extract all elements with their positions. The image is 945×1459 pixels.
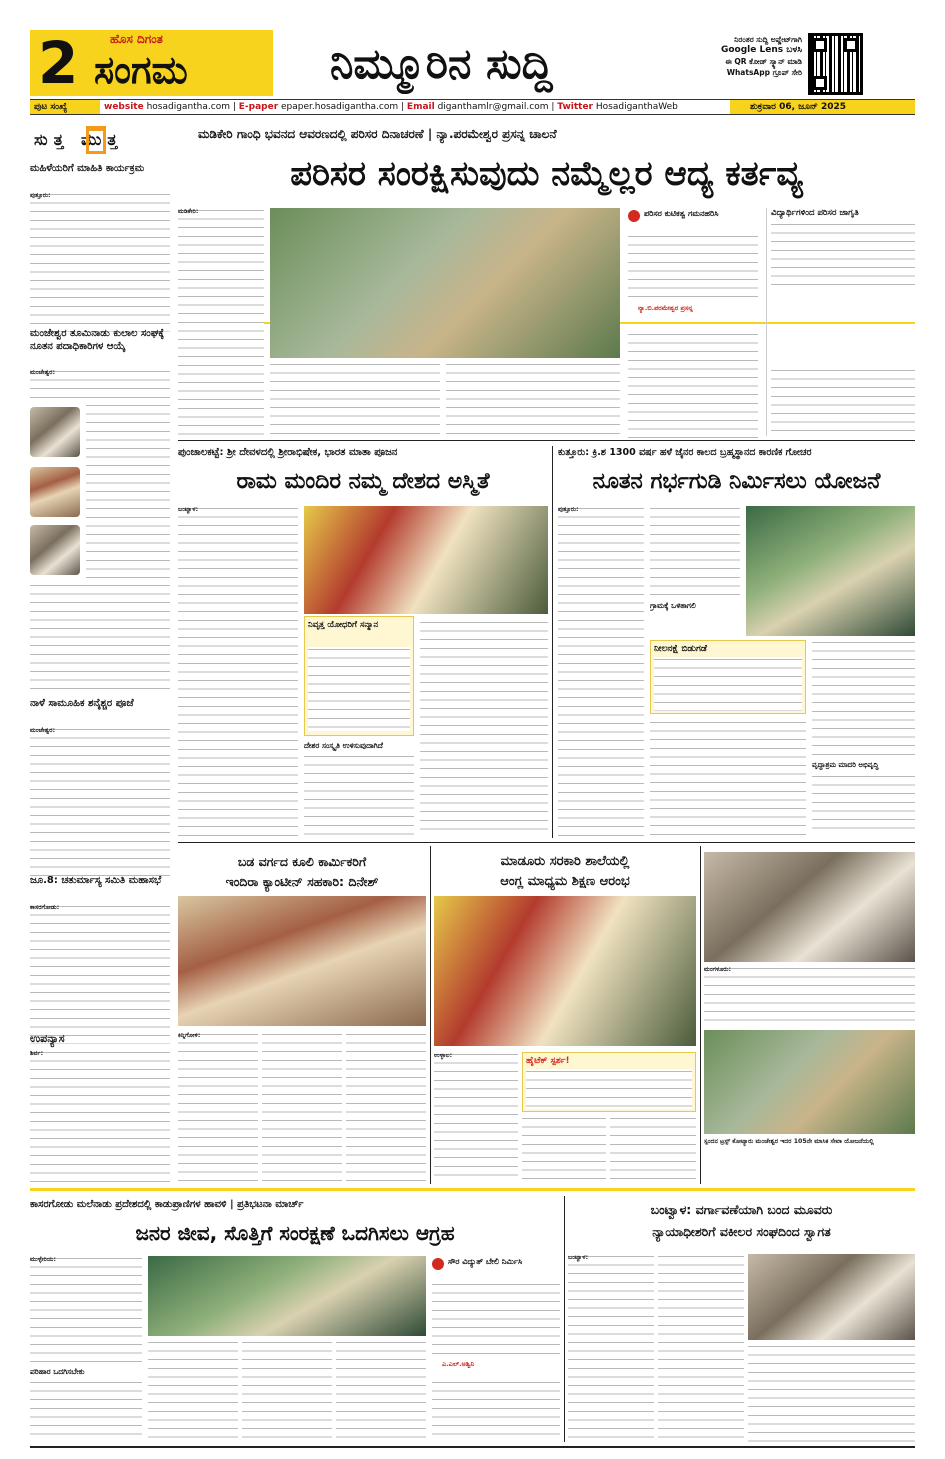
quote-icon: [628, 210, 640, 222]
story6-photo-1: [704, 852, 915, 962]
sidebar: [30, 122, 170, 1185]
story3-box: [650, 640, 806, 714]
sidebar-item-1: [30, 162, 170, 332]
story5-headline-1: ಮಾಡೂರು ಸರಕಾರಿ ಶಾಲೆಯಲ್ಲಿ: [500, 854, 630, 869]
divider: [178, 842, 915, 843]
story-kasaragod: [30, 1194, 560, 1444]
story4-column-3: [346, 1032, 426, 1182]
portrait-photo-3: [30, 525, 80, 575]
quote-byline: ಎ.ಎಲ್.ಅಶ್ವಿನಿ: [442, 1360, 475, 1368]
portrait-photo-1: [30, 407, 80, 457]
qr-code-icon[interactable]: [808, 33, 863, 95]
lead-column-2: [270, 362, 440, 438]
story7-subhead: ಪರಿಹಾರ ಒದಗಿಸಬೇಕು: [30, 1367, 85, 1376]
twitter-link[interactable]: HosadiganthaWeb: [595, 102, 678, 112]
quote-body: [432, 1282, 560, 1356]
story7-column-5: [336, 1340, 426, 1442]
divider: [552, 446, 553, 838]
box-body: [526, 1069, 692, 1109]
story8-headline-2: ನ್ಯಾಯಾಧೀಶರಿಗೆ ವಕೀಲರ ಸಂಘದಿಂದ ಸ್ವಾಗತ: [652, 1224, 831, 1239]
story3-column-1: ಪುತ್ತೂರು:: [558, 506, 644, 836]
story4-column-2: [262, 1032, 342, 1182]
story-photo-captions: [704, 846, 915, 1186]
brand-big: ಸಂಗಮ: [94, 48, 188, 92]
divider: [30, 1188, 915, 1191]
qr-text: ನಿರಂತರ ಸುದ್ದಿ ಅಪ್ಡೇಟ್‌ಗಾಗಿ Google Lens ಬಳಸಿ ಈ QR ಕೋಡ್ ಸ್ಕ್ಯಾನ್ ಮಾಡಿ WhatsApp ಗ್ರೂಪ್ ಸೇರಿ: [720, 35, 802, 77]
story5-column-3: [610, 1116, 696, 1182]
sidebar-item-title: ಜೂ.8: ಚತುರ್ಮಾಸ್ಯ ಸಮಿತಿ ಮಹಾಸಭೆ: [30, 875, 162, 886]
sidebar-item-5: [30, 1032, 170, 1185]
story7-quote-box: [432, 1256, 560, 1376]
sidebar-item-body: ಪುತ್ತೂರು:: [30, 192, 170, 332]
sidebar-item-title: ಮಹಿಳೆಯರಿಗೆ ಮಾಹಿತಿ ಕಾರ್ಯಕ್ರಮ: [30, 163, 145, 174]
quote-body: [628, 234, 758, 300]
divider: [700, 846, 701, 1184]
side-title: ವಿದ್ಯಾರ್ಥಿಗಳಿಂದ ಪರಿಸರ ಜಾಗೃತಿ: [771, 208, 859, 218]
story2-box: [304, 616, 414, 736]
lead-kicker: ಮಡಿಕೇರಿ ಗಾಂಧಿ ಭವನದ ಆವರಣದಲ್ಲಿ ಪರಿಸರ ದಿನಾಚರಣೆ | ನ್ಯಾ.ಪರಮೇಶ್ವರ ಪ್ರಸನ್ನ ಚಾಲನೆ: [198, 127, 557, 141]
story8-headline-1: ಬಂಟ್ವಾಳ: ವರ್ಗಾವಣೆಯಾಗಿ ಬಂದ ಮೂವರು: [650, 1202, 833, 1217]
info-bar: [30, 99, 915, 115]
quote-title: ಸೌರ ವಿದ್ಯುತ್ ಬೇಲಿ ನಿರ್ಮಿಸಿ: [448, 1257, 523, 1266]
divider: [564, 1196, 565, 1442]
story-garbhagudi: [558, 444, 915, 839]
lead-story: [178, 122, 915, 440]
box-body: [654, 657, 802, 711]
story4-headline-1: ಬಡ ವರ್ಗದ ಕೂಲಿ ಕಾರ್ಮಿಕರಿಗೆ: [237, 854, 367, 869]
quote-icon: [432, 1258, 444, 1270]
sidebar-item-4: [30, 874, 170, 1044]
masthead: [0, 0, 945, 118]
lead-photo: [270, 208, 620, 358]
lead-column-1: ಮಡಿಕೇರಿ:: [178, 208, 264, 436]
story4-headline-2: ಇಂದಿರಾ ಕ್ಯಾಂಟೀನ್ ಸಹಕಾರಿ: ದಿನೇಶ್: [225, 874, 379, 889]
story7-kicker: ಕಾಸರಗೋಡು ಮಲೆನಾಡು ಪ್ರದೇಶದಲ್ಲಿ ಕಾಡುಪ್ರಾಣಿಗಳ ಹಾವಳಿ | ಪ್ರತಿಭಟನಾ ಮಾರ್ಚ್: [30, 1199, 304, 1210]
page-bottom-rule: [30, 1446, 915, 1448]
portrait-photo-2: [30, 467, 80, 517]
lead-column-3: [446, 362, 620, 438]
divider: [430, 846, 431, 1184]
story7-column-1: ಮುಳ್ಳೇರಿಯ:: [30, 1256, 142, 1366]
story5-photo: [434, 896, 696, 1046]
quote-byline: ನ್ಯಾ.ಬಿ.ಪರಮೇಶ್ವರ ಪ್ರಸನ್ನ: [638, 304, 693, 312]
divider: [178, 440, 915, 441]
lead-column-4: [628, 332, 758, 438]
email-link[interactable]: diganthamlr@gmail.com: [437, 102, 549, 112]
story5-box: [522, 1052, 696, 1112]
story-indira-canteen: [178, 846, 426, 1186]
sidebar-item-body: ಶಿರ್ವ:: [30, 1050, 170, 1185]
story5-headline-2: ಆಂಗ್ಲ ಮಾಧ್ಯಮ ಶಿಕ್ಷಣ ಆರಂಭ: [500, 874, 630, 889]
story5-column-2: [522, 1116, 606, 1182]
story4-column-1: ಕಿನ್ನಿಗೋಳಿ:: [178, 1032, 258, 1182]
story2-column-2: [420, 620, 548, 836]
website-link[interactable]: hosadigantha.com: [146, 102, 230, 112]
story7-column-3: [148, 1340, 238, 1442]
sidebar-item-title: ಮಂಜೇಶ್ವರ ತೂಮಿನಾಡು ಕುಲಾಲ ಸಂಘಕ್ಕೆ ನೂತನ ಪದಾಧಿಕಾರಿಗಳ ಆಯ್ಕೆ: [30, 328, 165, 352]
story4-photo: [178, 896, 426, 1026]
story-bantwal-judges: [568, 1194, 915, 1444]
story2-photo: [304, 506, 548, 614]
box-body: [308, 647, 410, 731]
sidebar-item-2: [30, 327, 170, 707]
story2-column-1: ಬಂಟ್ವಾಳ:: [178, 506, 298, 836]
story3-kicker: ಕುತ್ತೂರು: ಕ್ರಿ.ಶ 1300 ವರ್ಷ ಹಳೆ ಜೈನರ ಕಾಲದ ಬ್ರಹ್ಮಸ್ಥಾನದ ಕಾರಣಿಕ ಗೋಚರ: [558, 447, 812, 458]
story-ram-mandir: [178, 444, 548, 839]
sidebar-item-title: ಉಪನ್ಯಾಸ: [30, 1032, 65, 1045]
page-label: ಪುಟ ಸಂಖ್ಯೆ: [30, 100, 100, 114]
story2-column-3: [304, 754, 414, 836]
box-title: ಹೈಟೆಕ್ ಸ್ಪರ್ಶ!: [526, 1056, 570, 1066]
sidebar-item-body-3: [30, 583, 170, 695]
quote-title: ಪರಿಸರ ಕುಟಿಕತ್ವ ಗಮನಹರಿಸಿ: [644, 209, 719, 218]
side-body: [771, 222, 915, 292]
box-title: ನೀಲನಕ್ಷೆ ಬಿಡುಗಡೆ: [654, 644, 707, 654]
story3-column-5: [812, 774, 915, 836]
sidebar-item-body: ಕಾಸರಗೋಡು:: [30, 904, 170, 1044]
epaper-link[interactable]: epaper.hosadigantha.com: [281, 102, 399, 112]
sidebar-item-body: ಮಂಜೇಶ್ವರ:: [30, 369, 170, 399]
story7-column-6: [432, 1380, 560, 1442]
story3-column-4: [812, 640, 915, 760]
box-title: ನಿವೃತ್ತ ಯೋಧರಿಗೆ ಸನ್ಮಾನ: [308, 620, 379, 630]
story7-headline: ಜನರ ಜೀವ, ಸೊತ್ತಿಗೆ ಸಂರಕ್ಷಣೆ ಒದಗಿಸಲು ಆಗ್ರಹ: [135, 1221, 455, 1245]
page-number: 2: [38, 30, 79, 96]
story2-headline: ರಾಮ ಮಂದಿರ ನಮ್ಮ ದೇಶದ ಅಸ್ಮಿತೆ: [236, 469, 490, 494]
sidebar-item-3: [30, 697, 170, 882]
story3-column-3: [650, 720, 806, 836]
story3-subhead-2: ವೃದ್ಧಾಶ್ರಮ ಮಾದರಿ ಅಭಿವೃದ್ಧಿ: [812, 761, 879, 769]
brand-small: ಹೊಸ ದಿಗಂತ: [110, 32, 163, 46]
sidebar-item-title: ನಾಳೆ ಸಾಮೂಹಿಕ ಶನೈಶ್ಚರ ಪೂಜೆ: [30, 698, 134, 709]
story7-photo: [148, 1256, 426, 1336]
story8-column-3: [748, 1344, 915, 1442]
side-body-2: [771, 368, 915, 436]
story3-subhead: ಗ್ರಾಮಕ್ಕೆ ಒಳಿತಾಗಲಿ: [650, 601, 696, 610]
story7-column-4: [242, 1340, 332, 1442]
story6-caption-1: ಮಂಗಳೂರು:: [704, 966, 915, 1024]
lead-headline: ಪರಿಸರ ಸಂರಕ್ಷಿಸುವುದು ನಮ್ಮೆಲ್ಲರ ಆದ್ಯ ಕರ್ತವ್ಯ: [290, 154, 803, 194]
links: website hosadigantha.com | E-paper epaper.hosadigantha.com | Email diganthamlr@gmail.com | Twitter HosadiganthaWeb: [104, 102, 678, 112]
story8-photo: [748, 1254, 915, 1340]
story2-subhead: ದೇಶರ ಸಂಸ್ಕೃತಿ ಉಳಿಸುವುದಾಗಿದೆ: [304, 741, 383, 750]
column-name: ಸುತ್ತ ಮುತ್ತ: [34, 130, 124, 149]
lead-side-box: [766, 208, 915, 436]
story2-kicker: ಪುಂಜಾಲಕಟ್ಟೆ: ಶ್ರೀ ದೇವಳದಲ್ಲಿ ಶ್ರೀರಾಭಿಷೇಕ, ಭಾರತ ಮಾತಾ ಪೂಜನ: [178, 447, 398, 458]
story-maduru-school: [434, 846, 696, 1186]
story6-photo-2: [704, 1030, 915, 1134]
story3-headline: ನೂತನ ಗರ್ಭಗುಡಿ ನಿರ್ಮಿಸಲು ಯೋಜನೆ: [592, 469, 881, 494]
lead-quote-box: [628, 208, 758, 328]
story3-column-2: [650, 506, 740, 596]
story5-column-1: ಉಳ್ಳಾಲ:: [434, 1052, 518, 1182]
column-icon: [86, 126, 106, 154]
sidebar-item-body-2: [86, 403, 170, 579]
sidebar-header: [30, 122, 170, 160]
sidebar-item-body: ಮಂಜೇಶ್ವರ:: [30, 727, 170, 877]
story8-column-2: [658, 1254, 744, 1442]
section-title: ನಿಮ್ಮೂರಿನ ಸುದ್ದಿ: [330, 39, 553, 88]
date: ಶುಕ್ರವಾರ 06, ಜೂನ್ 2025: [730, 100, 915, 114]
story6-caption-2: ಸ್ಪಂದನ ಟ್ರಸ್ಟ್ ಕೋಟ್ಯಾರು ಮಂಜೇಶ್ವರ ಇದರ 105ನೇ ಮಾಸಿಕ ಸೇವಾ ಯೋಜನೆಯಲ್ಲಿ: [704, 1138, 874, 1145]
story8-column-1: ಬಂಟ್ವಾಳ:: [568, 1254, 654, 1442]
story7-column-2: [30, 1380, 142, 1442]
story3-photo: [746, 506, 915, 636]
